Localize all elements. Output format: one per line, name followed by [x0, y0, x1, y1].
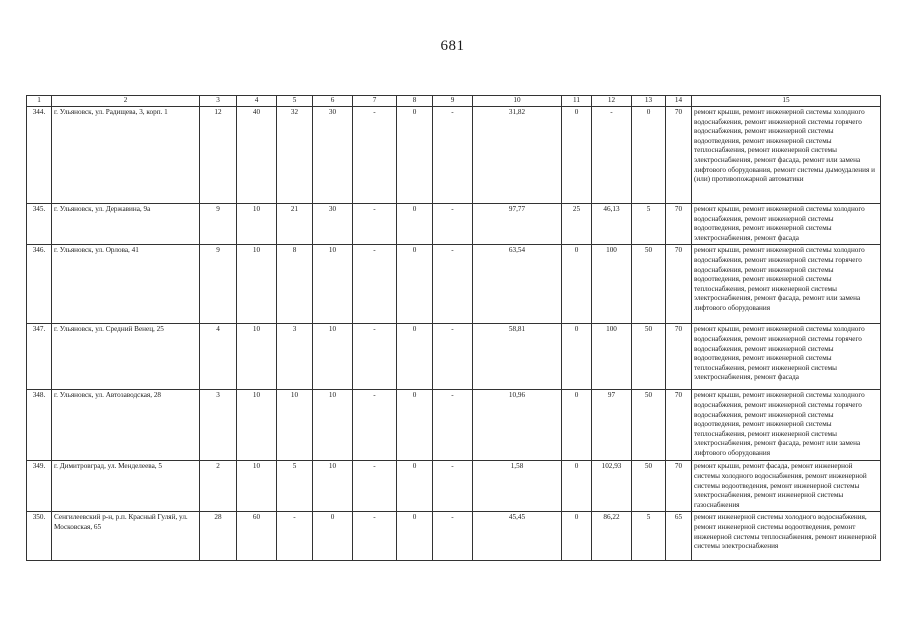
value-cell: 3 [200, 390, 237, 461]
address-cell: Сенгилеевский р-н, р.п. Красный Гуляй, ул. Московская, 65 [52, 512, 200, 561]
col-header: 2 [52, 96, 200, 107]
value-cell: 12 [200, 107, 237, 204]
address-cell: г. Ульяновск, ул. Автозаводская, 28 [52, 390, 200, 461]
col-header: 9 [433, 96, 473, 107]
works-cell: ремонт инженерной системы холодного водоснабжения, ремонт инженерной системы водоотведения, ремонт инженерной системы теплоснабжения, ремонт инженерной системы электроснабжения [692, 512, 881, 561]
address-cell: г. Димитровград, ул. Менделеева, 5 [52, 461, 200, 512]
value-cell: - [353, 204, 397, 245]
value-cell: - [353, 107, 397, 204]
value-cell: 0 [562, 245, 592, 324]
value-cell: 50 [632, 461, 666, 512]
value-cell: 0 [397, 512, 433, 561]
works-cell: ремонт крыши, ремонт фасада, ремонт инженерной системы холодного водоснабжения, ремонт инженерной системы водоотведения, ремонт инженерной системы электроснабжения, ремонт инженерной системы газоснабжения [692, 461, 881, 512]
value-cell: 97,77 [473, 204, 562, 245]
value-cell: 10,96 [473, 390, 562, 461]
value-cell: 3 [277, 324, 313, 390]
table-row [27, 204, 881, 245]
value-cell: - [353, 245, 397, 324]
value-cell: - [433, 245, 473, 324]
address-cell: г. Ульяновск, ул. Средний Венец, 25 [52, 324, 200, 390]
value-cell: - [353, 390, 397, 461]
value-cell: 10 [237, 245, 277, 324]
value-cell: 4 [200, 324, 237, 390]
value-cell: 5 [632, 512, 666, 561]
value-cell: 10 [237, 204, 277, 245]
value-cell: 40 [237, 107, 277, 204]
col-header: 7 [353, 96, 397, 107]
table-row [27, 461, 881, 512]
value-cell: 0 [313, 512, 353, 561]
value-cell: 0 [397, 245, 433, 324]
value-cell: 100 [592, 324, 632, 390]
row-number: 350. [27, 512, 52, 561]
value-cell: 70 [666, 461, 692, 512]
value-cell: 2 [200, 461, 237, 512]
table-row [27, 390, 881, 461]
value-cell: 9 [200, 204, 237, 245]
value-cell: - [433, 390, 473, 461]
col-header: 4 [237, 96, 277, 107]
col-header: 5 [277, 96, 313, 107]
value-cell: 63,54 [473, 245, 562, 324]
value-cell: 10 [313, 461, 353, 512]
value-cell: 31,82 [473, 107, 562, 204]
works-cell: ремонт крыши, ремонт инженерной системы холодного водоснабжения, ремонт инженерной системы горячего водоснабжения, ремонт инженерной системы водоотведения, ремонт инженерной системы теплоснабжения, ремонт инженерной системы электроснабжения, ремонт фасада [692, 324, 881, 390]
row-number: 348. [27, 390, 52, 461]
col-header: 13 [632, 96, 666, 107]
value-cell: 10 [237, 390, 277, 461]
value-cell: - [592, 107, 632, 204]
col-header: 8 [397, 96, 433, 107]
value-cell: 70 [666, 107, 692, 204]
value-cell: 60 [237, 512, 277, 561]
row-number: 346. [27, 245, 52, 324]
value-cell: 25 [562, 204, 592, 245]
value-cell: 0 [397, 461, 433, 512]
value-cell: 0 [632, 107, 666, 204]
value-cell: 50 [632, 245, 666, 324]
col-header: 1 [27, 96, 52, 107]
value-cell: 10 [313, 324, 353, 390]
value-cell: 0 [562, 461, 592, 512]
value-cell: 58,81 [473, 324, 562, 390]
col-header: 15 [692, 96, 881, 107]
value-cell: 70 [666, 245, 692, 324]
value-cell: - [353, 461, 397, 512]
row-number: 347. [27, 324, 52, 390]
value-cell: 32 [277, 107, 313, 204]
value-cell: 30 [313, 204, 353, 245]
column-number-row [27, 96, 881, 107]
address-cell: г. Ульяновск, ул. Державина, 9а [52, 204, 200, 245]
value-cell: - [433, 324, 473, 390]
value-cell: 9 [200, 245, 237, 324]
value-cell: 65 [666, 512, 692, 561]
value-cell: 10 [237, 461, 277, 512]
col-header: 12 [592, 96, 632, 107]
value-cell: 70 [666, 390, 692, 461]
row-number: 344. [27, 107, 52, 204]
value-cell: 102,93 [592, 461, 632, 512]
col-header: 10 [473, 96, 562, 107]
value-cell: - [433, 204, 473, 245]
value-cell: 0 [562, 512, 592, 561]
table-row [27, 245, 881, 324]
address-cell: г. Ульяновск, ул. Орлова, 41 [52, 245, 200, 324]
col-header: 6 [313, 96, 353, 107]
col-header: 3 [200, 96, 237, 107]
table-row [27, 512, 881, 561]
value-cell: - [353, 324, 397, 390]
value-cell: 5 [632, 204, 666, 245]
row-number: 349. [27, 461, 52, 512]
value-cell: 70 [666, 324, 692, 390]
value-cell: 1,58 [473, 461, 562, 512]
value-cell: 10 [313, 390, 353, 461]
value-cell: 5 [277, 461, 313, 512]
works-cell: ремонт крыши, ремонт инженерной системы холодного водоснабжения, ремонт инженерной системы горячего водоснабжения, ремонт инженерной системы водоотведения, ремонт инженерной системы теплоснабжения, ремонт инженерной системы электроснабжения, ремонт фасада, ремонт или замена лифтового оборудования [692, 390, 881, 461]
works-cell: ремонт крыши, ремонт инженерной системы холодного водоснабжения, ремонт инженерной системы горячего водоснабжения, ремонт инженерной системы водоотведения, ремонт инженерной системы теплоснабжения, ремонт инженерной системы электроснабжения, ремонт фасада, ремонт или замена лифтового оборудования [692, 245, 881, 324]
repair-program-table [26, 95, 881, 561]
value-cell: 28 [200, 512, 237, 561]
value-cell: 0 [397, 324, 433, 390]
value-cell: 0 [397, 107, 433, 204]
value-cell: 0 [562, 324, 592, 390]
value-cell: 86,22 [592, 512, 632, 561]
value-cell: 0 [562, 390, 592, 461]
col-header: 11 [562, 96, 592, 107]
value-cell: 0 [562, 107, 592, 204]
value-cell: 50 [632, 390, 666, 461]
value-cell: - [433, 107, 473, 204]
works-cell: ремонт крыши, ремонт инженерной системы холодного водоснабжения, ремонт инженерной системы горячего водоснабжения, ремонт инженерной системы водоотведения, ремонт инженерной системы теплоснабжения, ремонт инженерной системы электроснабжения, ремонт фасада, ремонт или замена лифтового оборудования, ремонт системы дымоудаления и (или) противопожарной автоматики [692, 107, 881, 204]
row-number: 345. [27, 204, 52, 245]
value-cell: 21 [277, 204, 313, 245]
value-cell: 46,13 [592, 204, 632, 245]
value-cell: 10 [313, 245, 353, 324]
value-cell: 30 [313, 107, 353, 204]
page-number: 681 [440, 38, 465, 54]
value-cell: 10 [277, 390, 313, 461]
value-cell: - [277, 512, 313, 561]
value-cell: 10 [237, 324, 277, 390]
value-cell: 0 [397, 390, 433, 461]
table-row [27, 324, 881, 390]
value-cell: 50 [632, 324, 666, 390]
value-cell: 97 [592, 390, 632, 461]
works-cell: ремонт крыши, ремонт инженерной системы холодного водоснабжения, ремонт инженерной системы водоотведения, ремонт инженерной системы электроснабжения, ремонт фасада [692, 204, 881, 245]
table-row [27, 107, 881, 204]
address-cell: г. Ульяновск, ул. Радищева, 3, корп. 1 [52, 107, 200, 204]
value-cell: - [433, 512, 473, 561]
value-cell: 45,45 [473, 512, 562, 561]
value-cell: 8 [277, 245, 313, 324]
value-cell: 0 [397, 204, 433, 245]
value-cell: 70 [666, 204, 692, 245]
value-cell: - [433, 461, 473, 512]
col-header: 14 [666, 96, 692, 107]
value-cell: - [353, 512, 397, 561]
value-cell: 100 [592, 245, 632, 324]
